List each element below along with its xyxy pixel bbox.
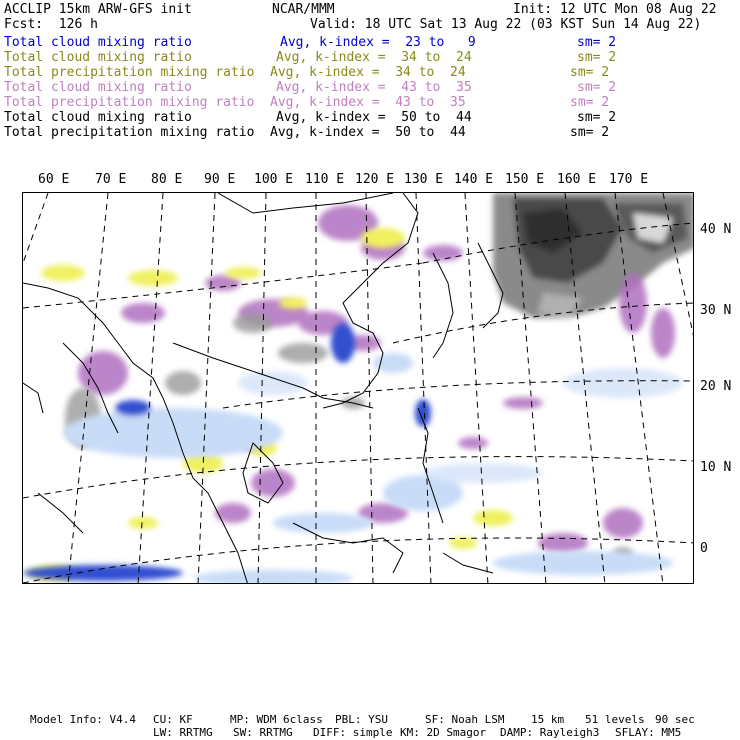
footer-km: KM: 2D Smagor — [400, 726, 487, 739]
legend-sm: sm= 2 — [577, 35, 617, 50]
init-time: Init: 12 UTC Mon 08 Aug 22 — [513, 2, 717, 17]
legend-sm: sm= 2 — [577, 80, 617, 95]
footer-diff: DIFF: simple — [313, 726, 393, 739]
legend-sm: sm= 2 — [570, 125, 610, 140]
footer-pbl: PBL: YSU — [335, 713, 388, 726]
map-canvas — [23, 193, 694, 584]
footer-model-info: Model Info: V4.4 — [30, 713, 136, 726]
lat-label: 20 N — [700, 379, 732, 394]
footer-sf: SF: Noah LSM — [425, 713, 505, 726]
lon-label: 150 E — [505, 172, 545, 187]
lon-label: 120 E — [355, 172, 395, 187]
institution-label: NCAR/MMM — [272, 2, 335, 17]
lon-label: 90 E — [204, 172, 236, 187]
forecast-hour: Fcst: 126 h — [4, 17, 98, 32]
lon-label: 140 E — [454, 172, 494, 187]
lat-label: 40 N — [700, 222, 732, 237]
legend-name: Total precipitation mixing ratio — [4, 125, 255, 140]
footer-sflay: SFLAY: MM5 — [615, 726, 682, 739]
legend-name: Total cloud mixing ratio — [4, 50, 192, 65]
lon-label: 110 E — [305, 172, 345, 187]
lon-label: 100 E — [254, 172, 294, 187]
legend-sm: sm= 2 — [570, 65, 610, 80]
legend-avg: Avg, k-index = 50 to 44 — [276, 110, 472, 125]
legend-name: Total precipitation mixing ratio — [4, 65, 255, 80]
footer-resolution: 15 km — [531, 713, 565, 726]
legend-name: Total cloud mixing ratio — [4, 110, 192, 125]
footer-sw: SW: RRTMG — [233, 726, 293, 739]
legend-avg: Avg, k-index = 43 to 35 — [276, 80, 472, 95]
legend-sm: sm= 2 — [577, 50, 617, 65]
lon-label: 130 E — [404, 172, 444, 187]
footer-lw: LW: RRTMG — [153, 726, 213, 739]
legend-name: Total precipitation mixing ratio — [4, 95, 255, 110]
lat-label: 0 — [700, 541, 708, 556]
legend-avg: Avg, k-index = 23 to 9 — [280, 35, 476, 50]
lon-label: 60 E — [38, 172, 70, 187]
legend-avg: Avg, k-index = 34 to 24 — [270, 65, 466, 80]
legend-name: Total cloud mixing ratio — [4, 80, 192, 95]
yellow-cloud-patches — [28, 228, 513, 581]
legend-sm: sm= 2 — [577, 110, 617, 125]
lat-label: 30 N — [700, 303, 732, 318]
legend-avg: Avg, k-index = 34 to 24 — [276, 50, 472, 65]
lon-label: 80 E — [151, 172, 183, 187]
lon-label: 70 E — [95, 172, 127, 187]
dark-cloud-field — [493, 193, 694, 318]
legend-avg: Avg, k-index = 43 to 35 — [270, 95, 466, 110]
footer-mp: MP: WDM 6class — [230, 713, 323, 726]
footer-damp: DAMP: Rayleigh3 — [500, 726, 600, 739]
legend-name: Total cloud mixing ratio — [4, 35, 192, 50]
footer-timestep: 90 sec — [655, 713, 695, 726]
footer-cu: CU: KF — [153, 713, 193, 726]
lat-label: 10 N — [700, 460, 732, 475]
model-title: ACCLIP 15km ARW-GFS init — [4, 2, 192, 17]
legend-sm: sm= 2 — [570, 95, 610, 110]
legend-avg: Avg, k-index = 50 to 44 — [270, 125, 466, 140]
lon-label: 160 E — [557, 172, 597, 187]
lon-label: 170 E — [609, 172, 649, 187]
footer-levels: 51 levels — [585, 713, 645, 726]
valid-time: Valid: 18 UTC Sat 13 Aug 22 (03 KST Sun 14 Aug 22) — [310, 17, 702, 32]
map-panel — [22, 192, 694, 584]
